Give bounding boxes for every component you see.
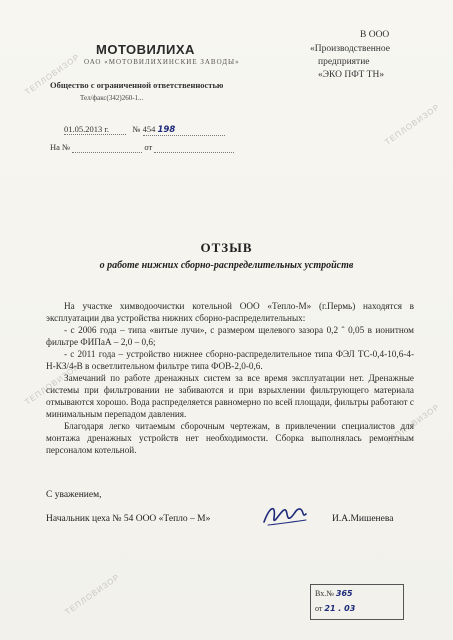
ref-num-printed: 454 (142, 124, 156, 134)
watermark: ТЕПЛОВИЗОР (383, 402, 442, 447)
recipient-line-4: «ЭКО ПФТ ТН» (318, 70, 385, 80)
from-label: от (144, 142, 153, 152)
signer-position: Начальник цеха № 54 ООО «Тепло – М» (46, 514, 211, 524)
company-logo (96, 42, 195, 57)
body-paragraph: Благодаря легко читаемым сборочным чертежам, в привлечении специалистов для монтажа дренажных устройств нет необходимости. Сборка выполнялась ремонтным персоналом котельной. (46, 421, 414, 455)
document-subtitle: о работе нижних сборно-распределительных устройств (99, 260, 354, 271)
body-paragraph: Замечаний по работе дренажных систем за все время эксплуатации нет. Дренажные системы при фильтровании не забиваются и при взрыхлении фильтрующего материала отмываются хорошо. Вода распределяется равномерно по всей площади, фильтры работают с минимальным перепадом давления. (46, 373, 414, 419)
phone-line: Тел/факс(342)260-1... (80, 94, 144, 102)
stamp-in-row (315, 589, 353, 598)
body-paragraph: - с 2006 года – типа «витые лучи», с размером щелевого зазора 0,2 ˆ 0,05 в ионитном фильтре ФИПаА – 2,0 – 0,6; (46, 325, 414, 347)
on-field (72, 142, 142, 153)
signer-name: И.А.Мишенева (332, 514, 394, 524)
body-paragraph: - с 2011 года – устройство нижнее сборно-распределительное типа ФЭЛ ТС-0,4-10,6-4-Н-КЗ/4-В в осветлительном фильтре типа ФОВ-2,0-0,6. (46, 349, 414, 371)
reply-ref-line (50, 142, 234, 153)
watermark: ТЕПЛОВИЗОР (383, 102, 442, 147)
ref-num-label: № (132, 124, 141, 134)
handwritten-signature (262, 500, 308, 530)
stamp-in-number: 365 (335, 589, 353, 598)
incoming-stamp (310, 584, 404, 620)
logo-subtitle: ОАО «МОТОВИЛИХИНСКИЕ ЗАВОДЫ» (84, 58, 240, 66)
logo-text: МОТОВИЛИХА (96, 42, 195, 57)
closing-phrase: С уважением, (46, 490, 102, 500)
body-paragraph: На участке химводоочистки котельной ООО «Тепло-М» (г.Пермь) находятся в эксплуатации два устройства нижних сборно-распределительных: (46, 301, 414, 323)
ref-num-field (143, 124, 225, 136)
recipient-line-3: предприятие (318, 57, 370, 67)
stamp-in-label: Вх.№ (315, 589, 334, 598)
recipient-line-2: «Производственное (310, 44, 390, 54)
watermark: ТЕПЛОВИЗОР (63, 572, 122, 617)
ref-date: 01.05.2013 г. (64, 124, 126, 135)
on-label: На № (50, 142, 71, 152)
watermark: ТЕПЛОВИЗОР (23, 52, 82, 97)
recipient-line-1: В ООО (360, 30, 390, 40)
org-type-line: Общество с ограниченной ответственностью (50, 80, 224, 90)
letter-body (46, 300, 414, 456)
ref-num-handwritten: 198 (157, 125, 176, 135)
stamp-date: 21 . 03 (324, 604, 356, 613)
stamp-date-row (315, 604, 355, 613)
stamp-date-label: от (315, 604, 323, 613)
document-title: ОТЗЫВ (200, 240, 253, 255)
ref-line (64, 124, 225, 136)
from-field (154, 142, 234, 153)
watermark: ТЕПЛОВИЗОР (23, 362, 82, 407)
